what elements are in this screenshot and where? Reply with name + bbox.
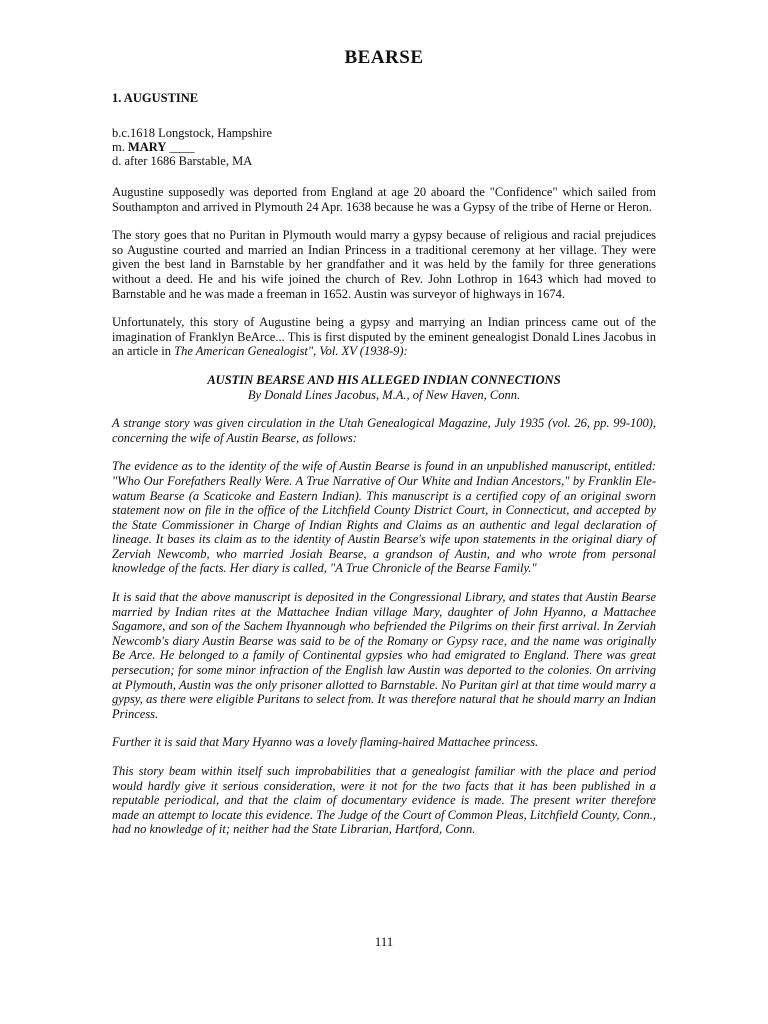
article-header — [112, 373, 656, 402]
vital-records — [112, 126, 656, 168]
article-paragraph-1: A strange story was given circulation in the Utah Genealogical Magazine, July 1935 (vol. 26, pp. 99-100), concerning the wife of Austin Bearse, as follows: — [112, 416, 656, 445]
birth-record: b.c.1618 Longstock, Hampshire — [112, 126, 273, 140]
article-paragraph-5: This story beam within itself such improbabilities that a genealogist familiar with the place and period would hardly give it serious consideration, were it not for the two facts that it has been published in a reputable periodical, and that the claim of documentary evidence is made. The present writer therefore made an attempt to locate this evidence. The Judge of the Court of Common Pleas, Litchfield County, Conn., had no knowledge of it; neither had the State Librarian, Hartford, Conn. — [112, 764, 656, 837]
marriage-record — [112, 140, 656, 154]
page-title: BEARSE — [344, 47, 424, 68]
article-title: AUSTIN BEARSE AND HIS ALLEGED INDIAN CONNECTIONS — [207, 372, 561, 387]
spouse-name: MARY — [127, 140, 167, 154]
article-byline: By Donald Lines Jacobus, M.A., of New Haven, Conn. — [247, 387, 521, 402]
journal-citation: The American Genealogist", Vol. XV (1938-9): — [174, 344, 408, 359]
paragraph-deportation: Augustine supposedly was deported from England at age 20 aboard the "Confidence" which sailed from Southampton and arrived in Plymouth 24 Apr. 1638 because he was a Gypsy of the tribe of Herne or Heron. — [112, 185, 656, 214]
article-paragraph-2: The evidence as to the identity of the wife of Austin Bearse is found in an unpublished manuscript, entitled: "Who Our Forefathers Really Were. A True Narrative of Our White and Indian Ancestors," by Franklin Ele-watum Bearse (a Scaticoke and Eastern Indian). This manuscript is a certified copy of an original sworn statement now on file in the office of the Litchfield County District Court, in Connecticut, and accepted by the State Commissioner in Charge of Indian Rights and Claims as an authentic and legal declaration of lineage. It bases its claim as to the identity of Austin Bearse's wife upon statements in the original diary of Zerviah Newcomb, who married Josiah Bearse, a grandson of Austin, and who wrote from personal knowledge of the facts. Her diary is called, "A True Chronicle of the Bearse Family." — [112, 459, 656, 576]
page-number: 111 — [374, 934, 394, 949]
spouse-suffix: ____ — [166, 140, 195, 154]
paragraph-disputed — [112, 315, 656, 359]
article-paragraph-3: It is said that the above manuscript is deposited in the Congressional Library, and states that Austin Bearse married by Indian rites at the Mattachee Indian village Mary, daughter of John Hyanno, a Mattachee Sagamore, and son of the Sachem Ihyannough who befriended the Pilgrims on their first arrival. In Zerviah Newcomb's diary Austin Bearse was said to be of the Romany or Gypsy race, and the name was originally Be Arce. He belonged to a family of Continental gypsies who had emigrated to England. There was great persecution; for some minor infraction of the English law Austin was deported to the colonies. On arriving at Plymouth, Austin was the only prisoner allotted to Barnstable. No Puritan girl at that time would marry a gypsy, as there were eligible Puritans to select from. It was therefore natural that he should marry an Indian Princess. — [112, 590, 656, 721]
paragraph-disputed-text: Unfortunately, this story of Augustine being a gypsy and marrying an Indian princess came out of the imagination of Franklyn BeArce... This is first disputed by the eminent genealogist Donald Lines Jacobus in an article in — [112, 315, 656, 359]
paragraph-story: The story goes that no Puritan in Plymouth would marry a gypsy because of religious and racial prejudices so Augustine courted and married an Indian Princess in a traditional ceremony at her village. They were given the best land in Barnstable by her grandfather and it was held by the family for three generations without a deed. He and his wife joined the church of Rev. John Lothrop in 1643 which had moved to Barnstable and he was made a freeman in 1652. Austin was surveyor of highways in 1674. — [112, 228, 656, 301]
person-heading: 1. AUGUSTINE — [112, 91, 199, 105]
death-record: d. after 1686 Barstable, MA — [112, 154, 253, 168]
article-paragraph-4: Further it is said that Mary Hyanno was a lovely flaming-haired Mattachee princess. — [112, 735, 539, 750]
marriage-prefix: m. — [112, 140, 128, 154]
